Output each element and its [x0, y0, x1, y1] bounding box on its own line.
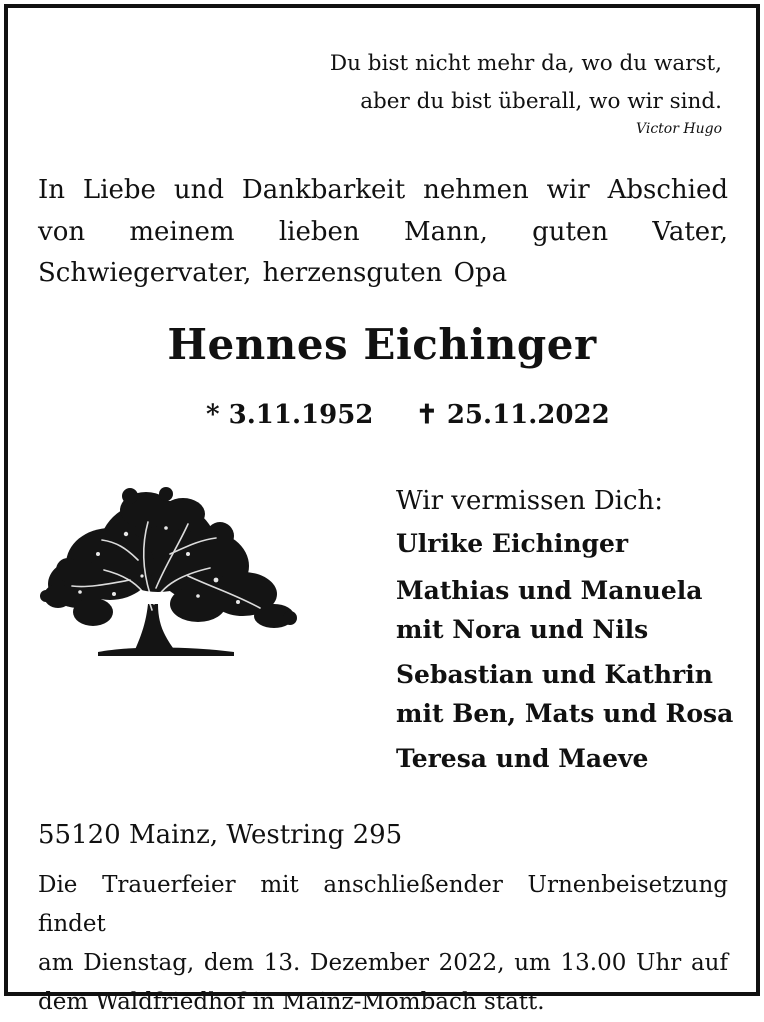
birth-date: * 3.11.1952: [206, 400, 374, 430]
deceased-name: Hennes Eichinger: [167, 320, 597, 369]
ceremony-line: am Dienstag, dem 13. Dezember 2022, um 13.00 Uhr auf: [38, 950, 728, 976]
ceremony-text: [38, 866, 728, 1022]
mourners-title: Wir vermissen Dich:: [396, 486, 664, 516]
mourner-line: mit Nora und Nils: [396, 615, 649, 644]
tree-icon: [38, 484, 298, 660]
quote-author: Victor Hugo: [636, 121, 722, 137]
mourner-line: Teresa und Maeve: [396, 744, 649, 773]
obituary-frame: [4, 4, 760, 1015]
death-date: ✝ 25.11.2022: [416, 400, 610, 430]
address: 55120 Mainz, Westring 295: [38, 820, 403, 850]
mourner-line: Sebastian und Kathrin: [396, 660, 713, 689]
ceremony-line: dem Waldfriedhof in Mainz-Mombach statt.: [38, 989, 545, 1015]
quote-line-2: aber du bist überall, wo wir sind.: [360, 89, 722, 114]
mourner-line: Ulrike Eichinger: [396, 529, 629, 558]
mourner-line: mit Ben, Mats und Rosa: [396, 699, 734, 728]
intro-text: In Liebe und Dankbarkeit nehmen wir Abschied von meinem lieben Mann, guten Vater, Schwiegervater, herzensguten Opa: [38, 175, 728, 288]
mourner-line: Mathias und Manuela: [396, 576, 703, 605]
ceremony-line: Die Trauerfeier mit anschließender Urnenbeisetzung findet: [38, 872, 728, 937]
quote-line-1: Du bist nicht mehr da, wo du warst,: [329, 51, 722, 76]
